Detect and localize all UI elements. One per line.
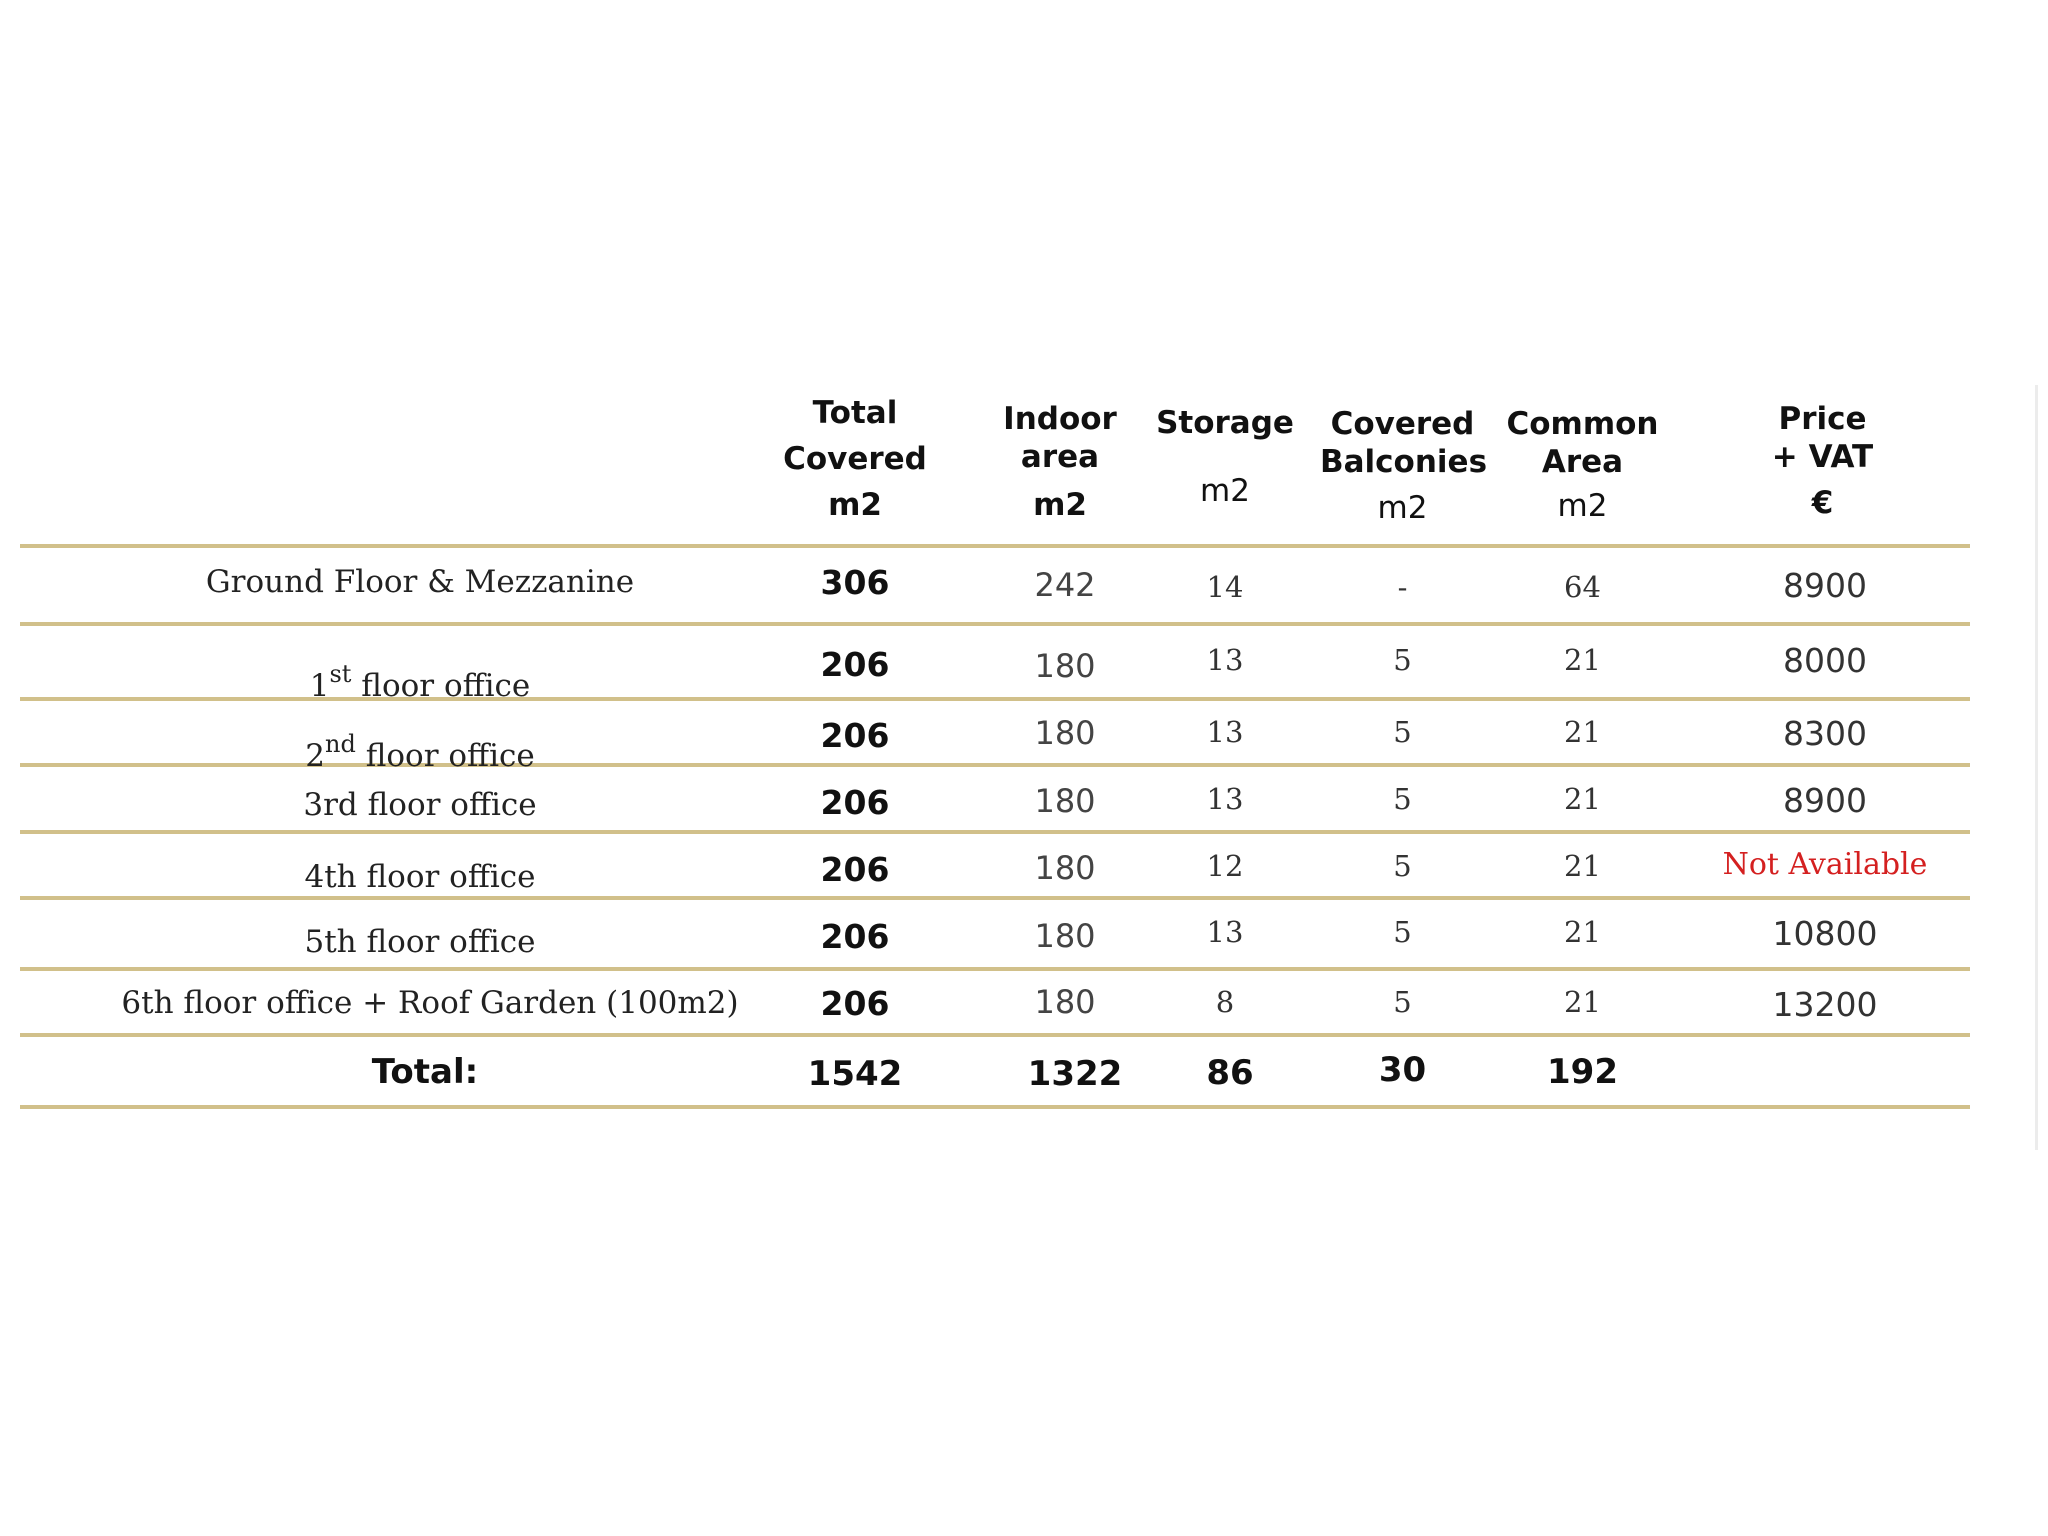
header-storage: Storage m2 [1156, 405, 1294, 509]
cell-indoor-area: 242 [1034, 566, 1096, 604]
row-label-ordinal: st [329, 660, 352, 688]
cell-total-covered: 306 [820, 563, 890, 602]
cell-total-covered: 206 [820, 783, 890, 822]
cell-indoor-area: 180 [1034, 917, 1096, 955]
cell-storage: 13 [1206, 715, 1244, 749]
cell-common-area: 21 [1564, 715, 1601, 749]
cell-price-not-available: Not Available [1722, 847, 1928, 882]
cell-total-covered: 206 [820, 984, 890, 1023]
cell-total-covered: 206 [820, 645, 890, 684]
rule-6 [20, 967, 1970, 971]
cell-common-area: 21 [1564, 985, 1601, 1019]
cell-price: 13200 [1772, 985, 1878, 1024]
cell-covered-balconies: 5 [1393, 849, 1412, 883]
cell-indoor-area: 180 [1034, 983, 1096, 1021]
rule-bottom [20, 1105, 1970, 1109]
row-label [130, 730, 710, 774]
cell-price: 8000 [1783, 641, 1867, 680]
cell-indoor-area: 180 [1034, 647, 1096, 685]
cell-indoor-area: 180 [1034, 782, 1096, 820]
header-common-area: Common Area m2 [1506, 406, 1659, 524]
header-covered-balconies: Covered Balconies m2 [1320, 406, 1488, 526]
cell-storage: 13 [1206, 782, 1244, 816]
rule-1 [20, 622, 1970, 626]
cell-common-area: 21 [1564, 643, 1601, 677]
cell-price: 10800 [1772, 914, 1878, 953]
row-label-number: 2 [305, 738, 326, 774]
rule-header [20, 544, 1970, 548]
cell-common-area: 64 [1564, 570, 1601, 604]
cell-price: 8900 [1783, 566, 1867, 605]
total-storage-sum: 86 [1206, 1053, 1254, 1093]
row-label-text: floor office [355, 738, 535, 774]
cell-covered-balconies: 5 [1393, 985, 1412, 1019]
row-label: 3rd floor office [303, 787, 537, 823]
row-label [130, 660, 710, 704]
cell-covered-balconies: 5 [1393, 782, 1412, 816]
cell-covered-balconies: 5 [1393, 643, 1412, 677]
cell-common-area: 21 [1564, 782, 1601, 816]
cell-storage: 13 [1206, 643, 1244, 677]
cell-total-covered: 206 [820, 716, 890, 755]
total-common-sum: 192 [1547, 1052, 1618, 1092]
cell-storage: 12 [1206, 849, 1244, 883]
right-edge-line [2035, 385, 2038, 1150]
cell-indoor-area: 180 [1034, 714, 1096, 752]
cell-covered-balconies: 5 [1393, 915, 1412, 949]
cell-common-area: 21 [1564, 849, 1601, 883]
cell-storage: 8 [1215, 985, 1235, 1019]
row-label: Ground Floor & Mezzanine [205, 564, 635, 600]
cell-indoor-area: 180 [1034, 849, 1096, 887]
total-indoor-sum: 1322 [1027, 1054, 1123, 1094]
rule-5 [20, 896, 1970, 900]
cell-covered-balconies: 5 [1393, 715, 1412, 749]
row-label: 5th floor office [304, 924, 536, 960]
row-label-ordinal: nd [325, 730, 356, 758]
rule-7 [20, 1033, 1970, 1037]
cell-price: 8300 [1783, 714, 1867, 753]
cell-price: 8900 [1783, 781, 1867, 820]
total-covered-sum: 1542 [807, 1054, 903, 1094]
row-label-text: floor office [351, 668, 531, 704]
row-label-number: 1 [309, 668, 330, 704]
totals-label: Total: [371, 1052, 479, 1092]
cell-common-area: 21 [1564, 915, 1601, 949]
cell-storage: 14 [1206, 570, 1244, 604]
cell-storage: 13 [1206, 915, 1244, 949]
header-total-covered: Total Covered m2 [783, 395, 927, 523]
row-label: 6th floor office + Roof Garden (100m2) [121, 985, 739, 1021]
header-price-vat: Price + VAT € [1771, 401, 1874, 521]
total-balconies-sum: 30 [1378, 1050, 1427, 1090]
cell-covered-balconies: - [1397, 570, 1408, 604]
header-indoor-area: Indoor area m2 [1003, 401, 1117, 523]
cell-total-covered: 206 [820, 917, 890, 956]
rule-4 [20, 830, 1970, 834]
cell-total-covered: 206 [820, 850, 890, 889]
row-label: 4th floor office [304, 859, 536, 895]
